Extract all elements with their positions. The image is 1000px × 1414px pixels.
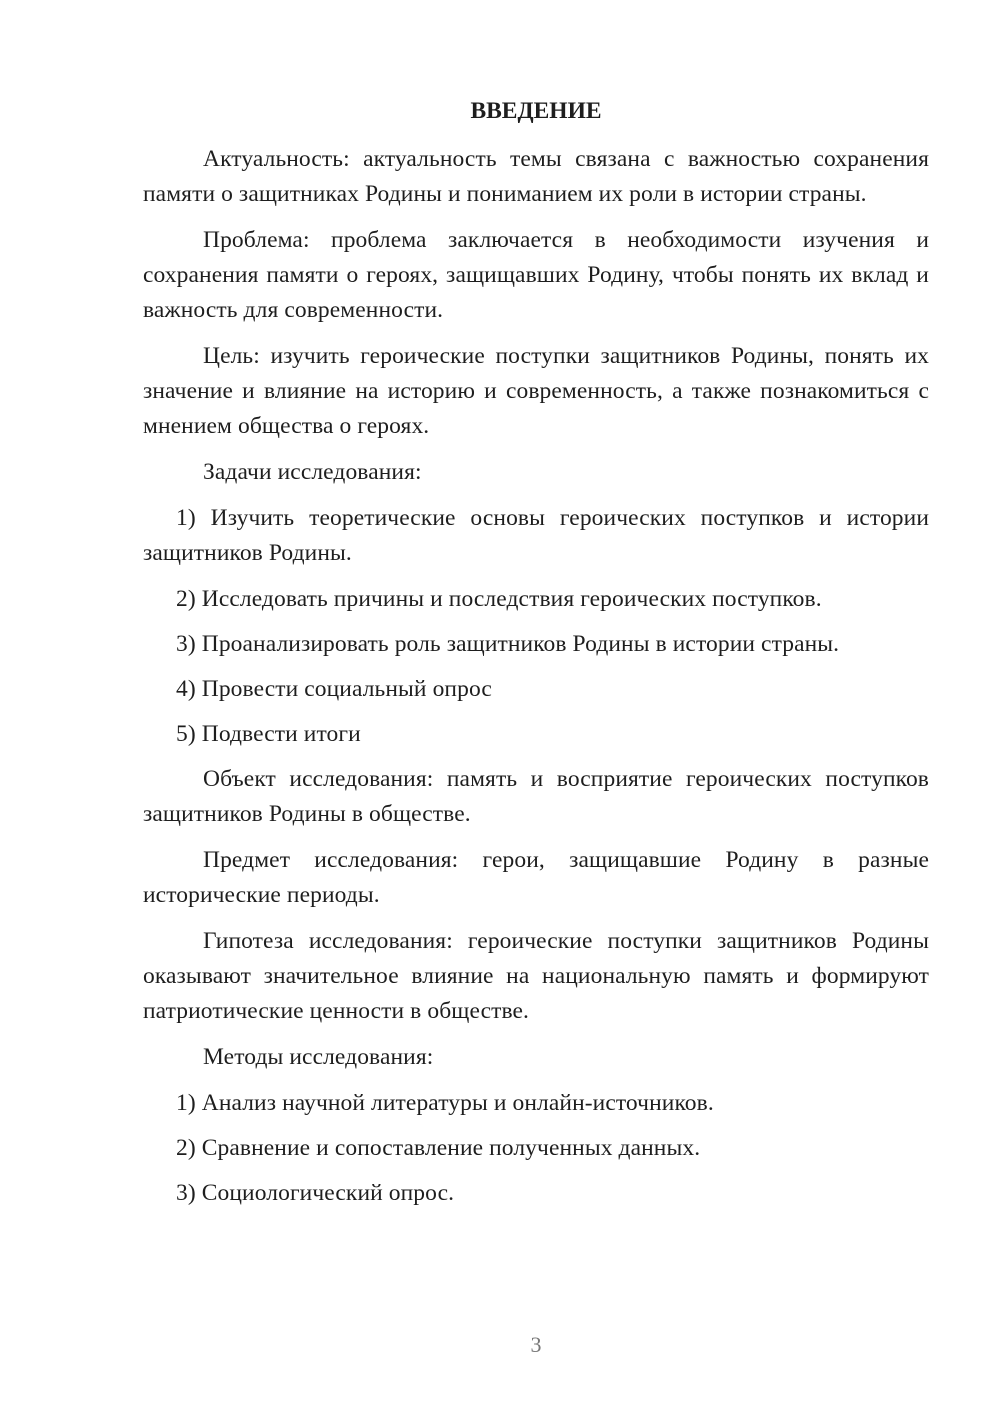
problem-paragraph: Проблема: проблема заключается в необходимости изучения и сохранения памяти о героях, защищавших Родину, чтобы понять их вклад и важность для современности. — [143, 227, 929, 323]
section-heading: ВВЕДЕНИЕ — [470, 98, 602, 124]
task-item-3: 3) Проанализировать роль защитников Родины в истории страны. — [176, 631, 840, 657]
task-item-4: 4) Провести социальный опрос — [176, 676, 492, 702]
page-number: 3 — [530, 1332, 542, 1357]
object-paragraph: Объект исследования: память и восприятие героических поступков защитников Родины в обществе. — [143, 766, 929, 827]
method-item-3: 3) Социологический опрос. — [176, 1180, 455, 1206]
methods-label: Методы исследования: — [203, 1044, 434, 1070]
goal-paragraph: Цель: изучить героические поступки защитников Родины, понять их значение и влияние на историю и современность, а также познакомиться с мнением общества о героях. — [143, 343, 929, 439]
task-item-2: 2) Исследовать причины и последствия героических поступков. — [176, 586, 822, 612]
subject-paragraph: Предмет исследования: герои, защищавшие Родину в разные исторические периоды. — [143, 847, 929, 908]
method-item-1: 1) Анализ научной литературы и онлайн-источников. — [176, 1090, 714, 1116]
method-item-2: 2) Сравнение и сопоставление полученных данных. — [176, 1135, 701, 1161]
relevance-paragraph: Актуальность: актуальность темы связана с важностью сохранения памяти о защитниках Родины и пониманием их роли в истории страны. — [143, 146, 929, 207]
task-item-1: 1) Изучить теоретические основы героических поступков и истории защитников Родины. — [143, 505, 929, 566]
task-item-5: 5) Подвести итоги — [176, 721, 361, 747]
tasks-label: Задачи исследования: — [203, 459, 422, 485]
hypothesis-paragraph: Гипотеза исследования: героические поступки защитников Родины оказывают значительное влияние на национальную память и формируют патриотические ценности в обществе. — [143, 928, 929, 1024]
